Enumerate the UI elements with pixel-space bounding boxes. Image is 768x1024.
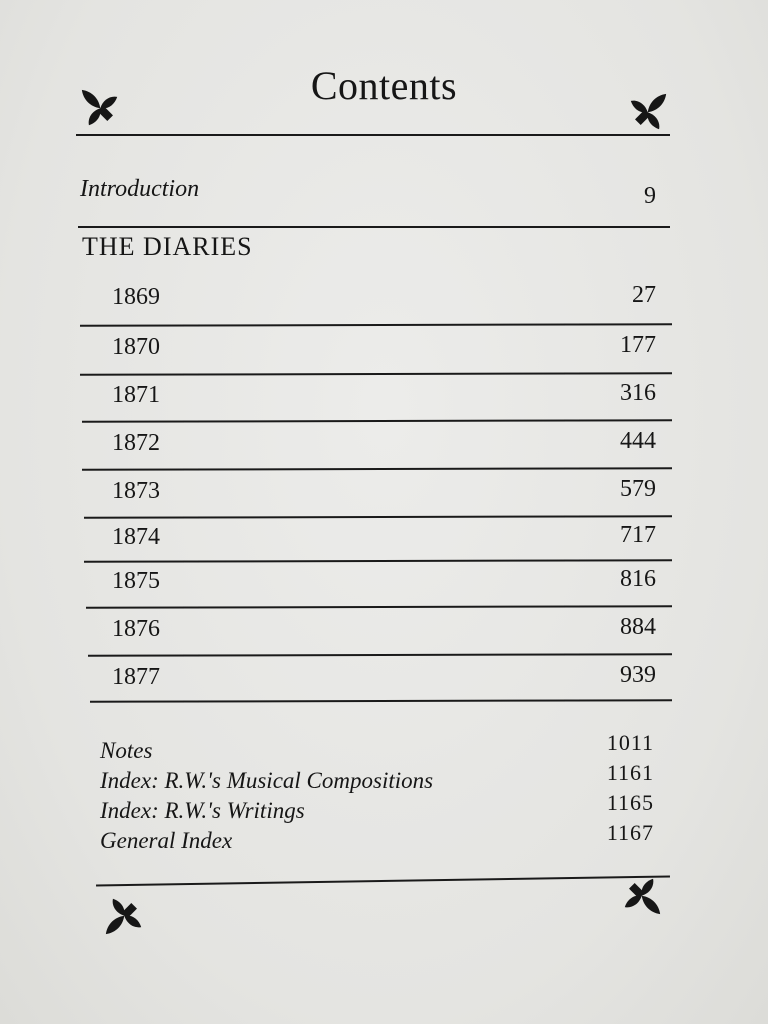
diary-entry (80, 564, 672, 604)
backmatter-label: Index: R.W.'s Musical Compositions (100, 768, 434, 793)
diary-entry (80, 330, 672, 370)
row-rule (82, 467, 672, 471)
row-rule (88, 653, 672, 657)
diary-page: 939 (620, 662, 656, 688)
diary-page: 579 (620, 476, 656, 502)
diary-entry (80, 520, 672, 560)
backmatter-page: 1165 (606, 790, 654, 815)
diary-page: 717 (620, 522, 656, 548)
diary-page: 816 (620, 566, 656, 592)
backmatter-page: 1167 (606, 820, 654, 845)
introduction-rule (78, 226, 670, 228)
diary-year: 1870 (112, 334, 160, 360)
diary-entry (80, 612, 672, 652)
diary-entry (80, 378, 672, 418)
row-rule (80, 323, 672, 327)
backmatter-entry (100, 820, 660, 858)
page-title: Contents (310, 63, 458, 108)
diary-entry (80, 660, 672, 700)
diary-year: 1869 (112, 284, 160, 310)
diary-year: 1874 (112, 524, 160, 550)
diary-year: 1872 (112, 430, 160, 456)
diary-page: 444 (620, 428, 656, 454)
diary-year: 1871 (112, 382, 160, 408)
leaf-flourish-icon (622, 876, 670, 924)
backmatter-entry (100, 790, 660, 828)
frame-rule-top (76, 134, 670, 136)
row-rule (84, 515, 672, 519)
backmatter-label: General Index (100, 828, 233, 853)
diary-entry (80, 280, 672, 320)
frame-rule-bottom (96, 875, 670, 886)
diary-year: 1873 (112, 478, 160, 504)
diary-page: 316 (620, 380, 656, 406)
backmatter-page: 1011 (606, 730, 654, 755)
diary-year: 1877 (112, 664, 160, 690)
diary-page: 27 (632, 282, 656, 308)
backmatter-entry (100, 730, 660, 768)
row-rule (84, 559, 672, 563)
row-rule (86, 605, 672, 609)
backmatter-label: Index: R.W.'s Writings (100, 798, 305, 823)
backmatter-entry (100, 760, 660, 798)
diary-entry (80, 426, 672, 466)
row-rule (90, 699, 672, 703)
diary-year: 1875 (112, 568, 160, 594)
backmatter-page: 1161 (606, 760, 654, 785)
diary-page: 884 (620, 614, 656, 640)
section-heading: THE DIARIES (82, 232, 253, 261)
leaf-flourish-icon (96, 896, 144, 944)
backmatter-label: Notes (100, 738, 153, 763)
diary-entry (80, 474, 672, 514)
diary-page: 177 (620, 332, 656, 358)
diary-year: 1876 (112, 616, 160, 642)
row-rule (82, 419, 672, 423)
backmatter-list (100, 730, 660, 858)
row-rule (80, 372, 672, 376)
introduction-page: 9 (644, 183, 656, 209)
introduction-label: Introduction (80, 176, 200, 202)
